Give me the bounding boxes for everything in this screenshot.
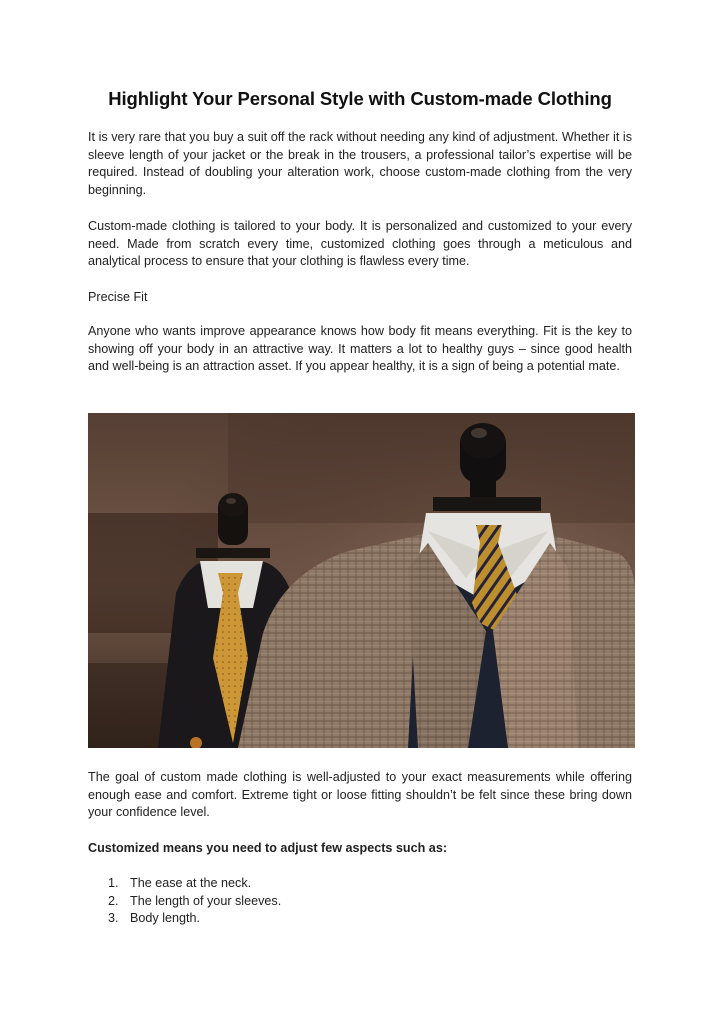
fit-paragraph: Anyone who wants improve appearance knows how body fit means everything. Fit is the key to showing off your body in an attractive way. It matters a lot to healthy guys – since good health and well-being is an attraction asset. If you appear healthy, it is a sign of being a potential mate. xyxy=(88,324,632,374)
aspects-heading: Customized means you need to adjust few aspects such as: xyxy=(88,841,448,855)
precise-fit-heading: Precise Fit xyxy=(88,290,148,304)
list-text: Body length. xyxy=(130,911,201,926)
list-item xyxy=(108,875,508,893)
list-number: 1. xyxy=(108,876,119,890)
intro-paragraph: It is very rare that you buy a suit off the rack without needing any kind of adjustment. Whether it is sleeve length of your jacket or the break in the trousers, a professional tailor’s expertise will be required. Instead of doubling your alteration work, choose custom-made clothing from the very beginning. xyxy=(88,130,632,197)
tailored-paragraph: Custom-made clothing is tailored to your body. It is personalized and customized to your every need. Made from scratch every time, customized clothing goes through a meticulous and analytical process to ensure that your clothing is flawless every time. xyxy=(88,219,632,269)
goal-paragraph: The goal of custom made clothing is well-adjusted to your exact measurements while offering enough ease and comfort. Extreme tight or loose fitting shouldn’t be felt since these bring down your confidence level. xyxy=(88,770,632,820)
aspects-list xyxy=(108,875,508,928)
list-item xyxy=(108,893,508,911)
suit-mannequins-photo xyxy=(88,413,635,748)
list-text: The length of your sleeves. xyxy=(130,893,282,908)
list-item xyxy=(108,910,508,928)
list-number: 3. xyxy=(108,911,119,926)
document-title: Highlight Your Personal Style with Custom-made Clothing xyxy=(108,88,612,109)
list-text: The ease at the neck. xyxy=(130,876,252,890)
list-number: 2. xyxy=(108,893,119,908)
